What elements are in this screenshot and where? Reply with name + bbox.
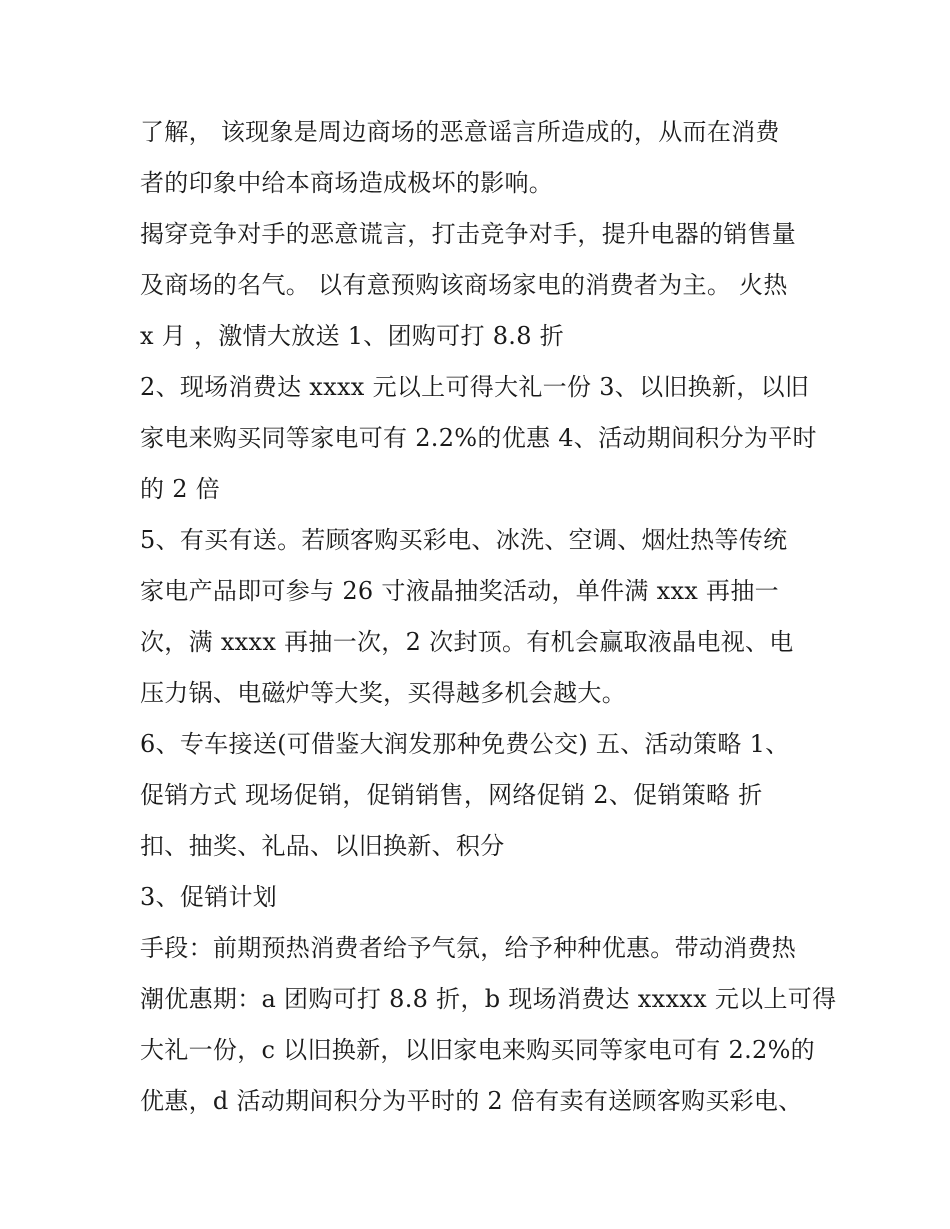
text-line: 3、促销计划	[140, 883, 278, 911]
text-line: 压力锅、电磁炉等大奖，买得越多机会越大。	[140, 679, 626, 707]
text-line: 5、有买有送。若顾客购买彩电、冰洗、空调、烟灶热等传统	[140, 526, 788, 554]
text-line: 及商场的名气。 以有意预购该商场家电的消费者为主。 火热	[140, 271, 788, 299]
text-line: 手段：前期预热消费者给予气氛，给予种种优惠。带动消费热	[140, 934, 797, 962]
text-line: 潮优惠期：a 团购可打 8.8 折，b 现场消费达 xxxxx 元以上可得	[140, 985, 837, 1013]
text-line: 优惠，d 活动期间积分为平时的 2 倍有卖有送顾客购买彩电、	[140, 1087, 803, 1115]
text-line: x 月 ，激情大放送 1、团购可打 8.8 折	[140, 322, 565, 350]
text-line: 者的印象中给本商场造成极坏的影响。	[140, 169, 554, 197]
text-line: 的 2 倍	[140, 475, 221, 503]
text-line: 6、专车接送(可借鉴大润发那种免费公交) 五、活动策略 1、	[140, 730, 790, 758]
text-line: 了解， 该现象是周边商场的恶意谣言所造成的，从而在消费	[140, 118, 780, 146]
text-line: 2、现场消费达 xxxx 元以上可得大礼一份 3、以旧换新，以旧	[140, 373, 810, 401]
text-line: 家电来购买同等家电可有 2.2%的优惠 4、活动期间积分为平时	[140, 424, 817, 452]
text-line: 家电产品即可参与 26 寸液晶抽奖活动，单件满 xxx 再抽一	[140, 577, 779, 605]
text-line: 促销方式 现场促销，促销销售，网络促销 2、促销策略 折	[140, 781, 763, 809]
text-line: 次，满 xxxx 再抽一次，2 次封顶。有机会赢取液晶电视、电	[140, 628, 794, 656]
document-body	[140, 107, 837, 1127]
text-line: 揭穿竞争对手的恶意谎言，打击竞争对手，提升电器的销售量	[140, 220, 797, 248]
text-line: 大礼一份，c 以旧换新，以旧家电来购买同等家电可有 2.2%的	[140, 1036, 815, 1064]
text-line: 扣、抽奖、礼品、以旧换新、积分	[140, 832, 505, 860]
